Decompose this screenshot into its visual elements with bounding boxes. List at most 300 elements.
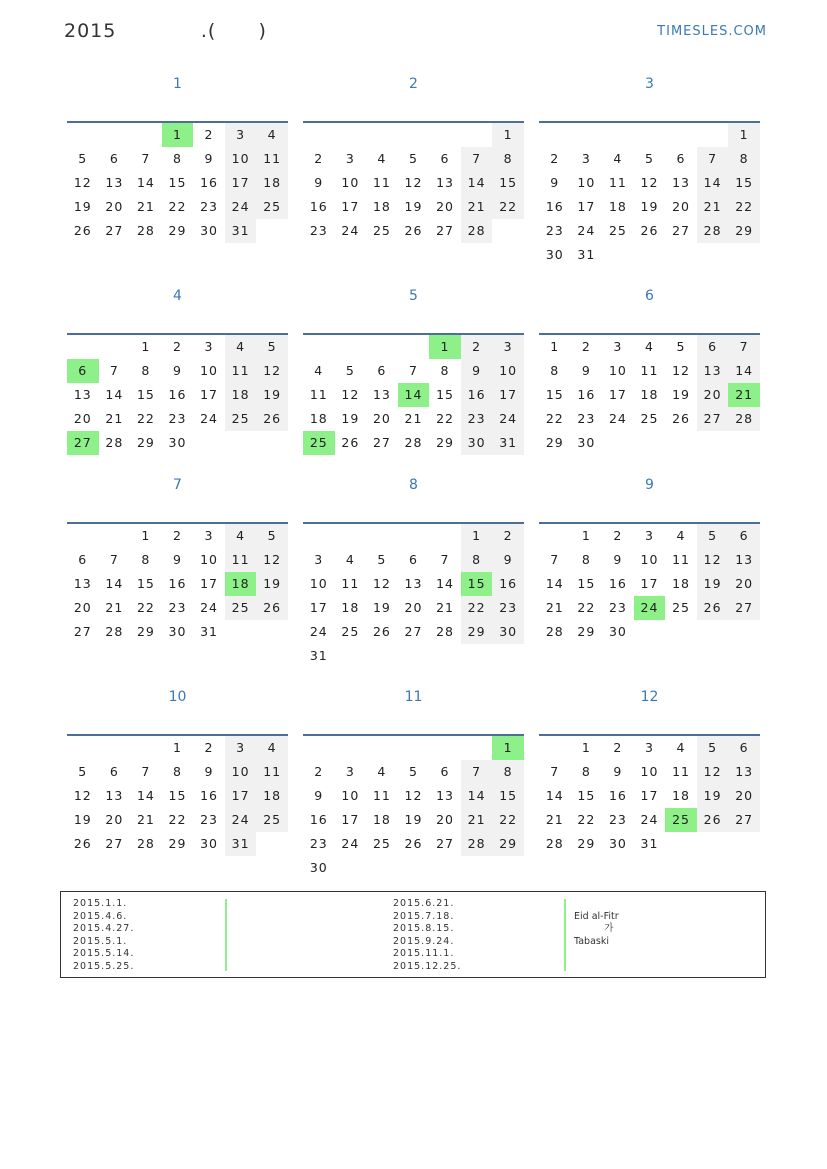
weekend-day-cell[interactable]: 10 [492, 359, 524, 383]
day-cell[interactable]: 24 [200, 600, 218, 615]
day-cell[interactable]: 19 [404, 812, 423, 827]
day-cell[interactable]: 19 [640, 199, 659, 214]
day-cell[interactable]: 14 [545, 788, 564, 803]
day-cell[interactable]: 8 [172, 764, 182, 779]
day-cell[interactable]: 15 [545, 387, 564, 402]
weekend-day-cell[interactable]: 18 [256, 784, 288, 808]
day-cell[interactable]: 11 [672, 764, 690, 779]
day-cell[interactable]: 16 [577, 387, 596, 402]
day-cell[interactable]: 10 [640, 764, 659, 779]
day-cell[interactable]: 15 [577, 788, 596, 803]
day-cell[interactable]: 29 [168, 223, 187, 238]
day-cell[interactable]: 28 [436, 624, 454, 639]
day-cell[interactable]: 16 [608, 576, 627, 591]
day-cell[interactable]: 21 [105, 600, 124, 615]
day-cell[interactable]: 16 [545, 199, 564, 214]
weekend-day-cell[interactable]: 5 [697, 736, 729, 760]
weekend-day-cell[interactable]: 12 [256, 548, 288, 572]
day-cell[interactable]: 9 [581, 363, 591, 378]
day-cell[interactable]: 10 [341, 175, 360, 190]
weekend-day-cell[interactable]: 26 [697, 596, 729, 620]
day-cell[interactable]: 27 [436, 836, 454, 851]
day-cell[interactable]: 20 [372, 411, 391, 426]
day-cell[interactable]: 13 [105, 788, 124, 803]
weekend-day-cell[interactable]: 26 [256, 596, 288, 620]
site-logo[interactable]: TIMESLES.COM [657, 24, 767, 39]
weekend-day-cell[interactable]: 3 [225, 123, 257, 147]
weekend-day-cell[interactable]: 3 [225, 736, 257, 760]
day-cell[interactable]: 7 [141, 151, 151, 166]
day-cell[interactable]: 3 [644, 740, 654, 755]
day-cell[interactable]: 24 [577, 223, 596, 238]
day-cell[interactable]: 7 [550, 552, 560, 567]
day-cell[interactable]: 20 [105, 812, 124, 827]
day-cell[interactable]: 13 [372, 387, 391, 402]
day-cell[interactable]: 24 [640, 812, 659, 827]
day-cell[interactable]: 28 [545, 624, 564, 639]
day-cell[interactable]: 14 [105, 576, 124, 591]
day-cell[interactable]: 5 [408, 151, 418, 166]
weekend-day-cell[interactable]: 8 [461, 548, 493, 572]
day-cell[interactable]: 23 [200, 199, 218, 214]
weekend-day-cell[interactable]: 28 [697, 219, 729, 243]
weekend-day-cell[interactable]: 1 [728, 123, 760, 147]
weekend-day-cell[interactable]: 29 [728, 219, 760, 243]
weekend-day-cell[interactable]: 12 [256, 359, 288, 383]
day-cell[interactable]: 17 [640, 788, 659, 803]
weekend-day-cell[interactable]: 30 [461, 431, 493, 455]
holiday-day-cell[interactable]: 15 [461, 572, 493, 596]
weekend-day-cell[interactable]: 17 [225, 784, 257, 808]
day-cell[interactable]: 18 [309, 411, 328, 426]
day-cell[interactable]: 27 [404, 624, 423, 639]
weekend-day-cell[interactable]: 24 [225, 195, 257, 219]
day-cell[interactable]: 13 [436, 175, 454, 190]
day-cell[interactable]: 30 [608, 836, 627, 851]
day-cell[interactable]: 5 [377, 552, 387, 567]
day-cell[interactable]: 8 [550, 363, 560, 378]
day-cell[interactable]: 16 [608, 788, 627, 803]
day-cell[interactable]: 6 [440, 151, 450, 166]
day-cell[interactable]: 5 [78, 764, 88, 779]
day-cell[interactable]: 16 [168, 576, 187, 591]
day-cell[interactable]: 23 [577, 411, 596, 426]
day-cell[interactable]: 18 [372, 199, 391, 214]
day-cell[interactable]: 23 [309, 836, 328, 851]
day-cell[interactable]: 10 [341, 788, 360, 803]
weekend-day-cell[interactable]: 12 [697, 760, 729, 784]
weekend-day-cell[interactable]: 23 [461, 407, 493, 431]
day-cell[interactable]: 2 [172, 339, 182, 354]
day-cell[interactable]: 28 [136, 223, 155, 238]
day-cell[interactable]: 28 [105, 435, 124, 450]
weekend-day-cell[interactable]: 26 [697, 808, 729, 832]
day-cell[interactable]: 4 [377, 151, 387, 166]
day-cell[interactable]: 6 [440, 764, 450, 779]
holiday-day-cell[interactable]: 6 [67, 359, 99, 383]
weekend-day-cell[interactable]: 19 [256, 383, 288, 407]
day-cell[interactable]: 22 [545, 411, 564, 426]
weekend-day-cell[interactable]: 28 [461, 832, 493, 856]
day-cell[interactable]: 13 [436, 788, 454, 803]
day-cell[interactable]: 19 [672, 387, 690, 402]
day-cell[interactable]: 19 [341, 411, 360, 426]
weekend-day-cell[interactable]: 28 [728, 407, 760, 431]
weekend-day-cell[interactable]: 13 [697, 359, 729, 383]
day-cell[interactable]: 5 [78, 151, 88, 166]
day-cell[interactable]: 31 [200, 624, 218, 639]
weekend-day-cell[interactable]: 18 [256, 171, 288, 195]
weekend-day-cell[interactable]: 11 [225, 548, 257, 572]
weekend-day-cell[interactable]: 8 [492, 147, 524, 171]
day-cell[interactable]: 10 [640, 552, 659, 567]
day-cell[interactable]: 20 [73, 600, 92, 615]
weekend-day-cell[interactable]: 27 [728, 808, 760, 832]
weekend-day-cell[interactable]: 23 [492, 596, 524, 620]
weekend-day-cell[interactable]: 4 [225, 335, 257, 359]
day-cell[interactable]: 8 [581, 552, 591, 567]
day-cell[interactable]: 31 [309, 648, 328, 663]
day-cell[interactable]: 10 [608, 363, 627, 378]
holiday-day-cell[interactable]: 21 [728, 383, 760, 407]
day-cell[interactable]: 10 [309, 576, 328, 591]
day-cell[interactable]: 23 [608, 812, 627, 827]
day-cell[interactable]: 17 [577, 199, 596, 214]
day-cell[interactable]: 1 [141, 528, 151, 543]
day-cell[interactable]: 4 [644, 339, 654, 354]
day-cell[interactable]: 9 [204, 764, 214, 779]
weekend-day-cell[interactable]: 25 [256, 808, 288, 832]
weekend-day-cell[interactable]: 22 [492, 808, 524, 832]
day-cell[interactable]: 7 [141, 764, 151, 779]
weekend-day-cell[interactable]: 27 [697, 407, 729, 431]
day-cell[interactable]: 28 [136, 836, 155, 851]
day-cell[interactable]: 2 [550, 151, 560, 166]
weekend-day-cell[interactable]: 12 [697, 548, 729, 572]
day-cell[interactable]: 3 [204, 528, 214, 543]
weekend-day-cell[interactable]: 4 [225, 524, 257, 548]
day-cell[interactable]: 24 [608, 411, 627, 426]
day-cell[interactable]: 20 [436, 812, 454, 827]
weekend-day-cell[interactable]: 10 [225, 760, 257, 784]
weekend-day-cell[interactable]: 3 [492, 335, 524, 359]
day-cell[interactable]: 21 [545, 812, 564, 827]
day-cell[interactable]: 20 [436, 199, 454, 214]
day-cell[interactable]: 14 [545, 576, 564, 591]
day-cell[interactable]: 7 [550, 764, 560, 779]
weekend-day-cell[interactable]: 26 [256, 407, 288, 431]
weekend-day-cell[interactable]: 17 [225, 171, 257, 195]
day-cell[interactable]: 25 [372, 223, 391, 238]
day-cell[interactable]: 2 [613, 528, 623, 543]
day-cell[interactable]: 5 [345, 363, 355, 378]
holiday-day-cell[interactable]: 25 [303, 431, 335, 455]
weekend-day-cell[interactable]: 7 [728, 335, 760, 359]
day-cell[interactable]: 16 [200, 175, 218, 190]
day-cell[interactable]: 20 [404, 600, 423, 615]
weekend-day-cell[interactable]: 27 [728, 596, 760, 620]
day-cell[interactable]: 25 [672, 600, 690, 615]
weekend-day-cell[interactable]: 4 [256, 123, 288, 147]
weekend-day-cell[interactable]: 17 [492, 383, 524, 407]
day-cell[interactable]: 14 [105, 387, 124, 402]
weekend-day-cell[interactable]: 10 [225, 147, 257, 171]
holiday-day-cell[interactable]: 24 [634, 596, 666, 620]
weekend-day-cell[interactable]: 31 [225, 219, 257, 243]
day-cell[interactable]: 12 [672, 363, 690, 378]
day-cell[interactable]: 27 [105, 223, 124, 238]
day-cell[interactable]: 26 [73, 836, 92, 851]
day-cell[interactable]: 6 [377, 363, 387, 378]
day-cell[interactable]: 16 [309, 812, 328, 827]
holiday-day-cell[interactable]: 1 [162, 123, 194, 147]
day-cell[interactable]: 11 [372, 175, 391, 190]
day-cell[interactable]: 3 [581, 151, 591, 166]
day-cell[interactable]: 18 [672, 576, 690, 591]
day-cell[interactable]: 11 [608, 175, 627, 190]
day-cell[interactable]: 14 [436, 576, 454, 591]
day-cell[interactable]: 11 [640, 363, 659, 378]
day-cell[interactable]: 21 [404, 411, 423, 426]
day-cell[interactable]: 9 [550, 175, 560, 190]
weekend-day-cell[interactable]: 18 [225, 383, 257, 407]
day-cell[interactable]: 24 [309, 624, 328, 639]
day-cell[interactable]: 15 [136, 576, 155, 591]
day-cell[interactable]: 11 [672, 552, 690, 567]
day-cell[interactable]: 24 [341, 836, 360, 851]
day-cell[interactable]: 7 [109, 552, 119, 567]
day-cell[interactable]: 31 [577, 247, 596, 262]
weekend-day-cell[interactable]: 20 [728, 784, 760, 808]
day-cell[interactable]: 29 [168, 836, 187, 851]
day-cell[interactable]: 17 [341, 199, 360, 214]
weekend-day-cell[interactable]: 14 [728, 359, 760, 383]
weekend-day-cell[interactable]: 22 [492, 195, 524, 219]
day-cell[interactable]: 26 [672, 411, 690, 426]
weekend-day-cell[interactable]: 11 [256, 147, 288, 171]
day-cell[interactable]: 20 [672, 199, 690, 214]
day-cell[interactable]: 9 [172, 552, 182, 567]
day-cell[interactable]: 22 [577, 812, 596, 827]
weekend-day-cell[interactable]: 19 [256, 572, 288, 596]
day-cell[interactable]: 2 [314, 151, 324, 166]
day-cell[interactable]: 19 [73, 199, 92, 214]
day-cell[interactable]: 6 [408, 552, 418, 567]
day-cell[interactable]: 17 [640, 576, 659, 591]
day-cell[interactable]: 7 [440, 552, 450, 567]
day-cell[interactable]: 28 [404, 435, 423, 450]
day-cell[interactable]: 27 [73, 624, 92, 639]
day-cell[interactable]: 12 [341, 387, 360, 402]
day-cell[interactable]: 19 [73, 812, 92, 827]
weekend-day-cell[interactable]: 7 [697, 147, 729, 171]
day-cell[interactable]: 23 [545, 223, 564, 238]
day-cell[interactable]: 2 [172, 528, 182, 543]
day-cell[interactable]: 2 [314, 764, 324, 779]
day-cell[interactable]: 5 [676, 339, 686, 354]
day-cell[interactable]: 3 [345, 151, 355, 166]
day-cell[interactable]: 9 [613, 552, 623, 567]
weekend-day-cell[interactable]: 28 [461, 219, 493, 243]
weekend-day-cell[interactable]: 8 [728, 147, 760, 171]
weekend-day-cell[interactable]: 31 [492, 431, 524, 455]
holiday-day-cell[interactable]: 14 [398, 383, 430, 407]
day-cell[interactable]: 15 [168, 175, 187, 190]
day-cell[interactable]: 9 [314, 788, 324, 803]
day-cell[interactable]: 10 [577, 175, 596, 190]
day-cell[interactable]: 13 [73, 576, 92, 591]
day-cell[interactable]: 29 [577, 836, 596, 851]
weekend-day-cell[interactable]: 8 [492, 760, 524, 784]
day-cell[interactable]: 27 [436, 223, 454, 238]
weekend-day-cell[interactable]: 16 [461, 383, 493, 407]
day-cell[interactable]: 16 [168, 387, 187, 402]
weekend-day-cell[interactable]: 29 [461, 620, 493, 644]
day-cell[interactable]: 30 [608, 624, 627, 639]
day-cell[interactable]: 27 [372, 435, 391, 450]
day-cell[interactable]: 9 [172, 363, 182, 378]
weekend-day-cell[interactable]: 9 [461, 359, 493, 383]
day-cell[interactable]: 29 [545, 435, 564, 450]
day-cell[interactable]: 15 [136, 387, 155, 402]
day-cell[interactable]: 12 [404, 788, 423, 803]
day-cell[interactable]: 23 [608, 600, 627, 615]
day-cell[interactable]: 4 [345, 552, 355, 567]
weekend-day-cell[interactable]: 1 [492, 123, 524, 147]
day-cell[interactable]: 20 [105, 199, 124, 214]
day-cell[interactable]: 6 [109, 151, 119, 166]
day-cell[interactable]: 13 [105, 175, 124, 190]
day-cell[interactable]: 29 [436, 435, 454, 450]
day-cell[interactable]: 26 [404, 223, 423, 238]
day-cell[interactable]: 6 [109, 764, 119, 779]
holiday-day-cell[interactable]: 18 [225, 572, 257, 596]
day-cell[interactable]: 30 [545, 247, 564, 262]
day-cell[interactable]: 25 [372, 836, 391, 851]
day-cell[interactable]: 4 [377, 764, 387, 779]
day-cell[interactable]: 27 [672, 223, 690, 238]
weekend-day-cell[interactable]: 22 [728, 195, 760, 219]
day-cell[interactable]: 18 [372, 812, 391, 827]
weekend-day-cell[interactable]: 21 [461, 808, 493, 832]
day-cell[interactable]: 20 [73, 411, 92, 426]
day-cell[interactable]: 26 [404, 836, 423, 851]
day-cell[interactable]: 2 [613, 740, 623, 755]
day-cell[interactable]: 4 [613, 151, 623, 166]
day-cell[interactable]: 15 [436, 387, 454, 402]
day-cell[interactable]: 30 [577, 435, 596, 450]
day-cell[interactable]: 12 [73, 175, 92, 190]
day-cell[interactable]: 22 [136, 411, 155, 426]
day-cell[interactable]: 1 [581, 528, 591, 543]
day-cell[interactable]: 30 [200, 223, 218, 238]
weekend-day-cell[interactable]: 15 [492, 784, 524, 808]
day-cell[interactable]: 1 [172, 740, 182, 755]
day-cell[interactable]: 26 [341, 435, 360, 450]
weekend-day-cell[interactable]: 5 [256, 524, 288, 548]
day-cell[interactable]: 8 [440, 363, 450, 378]
weekend-day-cell[interactable]: 7 [461, 147, 493, 171]
day-cell[interactable]: 30 [200, 836, 218, 851]
day-cell[interactable]: 21 [136, 812, 155, 827]
day-cell[interactable]: 9 [204, 151, 214, 166]
weekend-day-cell[interactable]: 6 [728, 524, 760, 548]
day-cell[interactable]: 21 [436, 600, 454, 615]
weekend-day-cell[interactable]: 24 [225, 808, 257, 832]
day-cell[interactable]: 16 [309, 199, 328, 214]
weekend-day-cell[interactable]: 13 [728, 548, 760, 572]
day-cell[interactable]: 23 [309, 223, 328, 238]
weekend-day-cell[interactable]: 11 [256, 760, 288, 784]
day-cell[interactable]: 22 [436, 411, 454, 426]
day-cell[interactable]: 25 [608, 223, 627, 238]
day-cell[interactable]: 30 [168, 435, 187, 450]
day-cell[interactable]: 22 [577, 600, 596, 615]
day-cell[interactable]: 3 [613, 339, 623, 354]
day-cell[interactable]: 11 [372, 788, 391, 803]
day-cell[interactable]: 10 [200, 363, 218, 378]
weekend-day-cell[interactable]: 21 [461, 195, 493, 219]
day-cell[interactable]: 22 [168, 199, 187, 214]
day-cell[interactable]: 18 [608, 199, 627, 214]
weekend-day-cell[interactable]: 24 [492, 407, 524, 431]
day-cell[interactable]: 24 [341, 223, 360, 238]
day-cell[interactable]: 2 [581, 339, 591, 354]
weekend-day-cell[interactable]: 11 [225, 359, 257, 383]
day-cell[interactable]: 23 [200, 812, 218, 827]
day-cell[interactable]: 7 [109, 363, 119, 378]
day-cell[interactable]: 17 [200, 576, 218, 591]
weekend-day-cell[interactable]: 30 [492, 620, 524, 644]
weekend-day-cell[interactable]: 9 [492, 548, 524, 572]
day-cell[interactable]: 6 [78, 552, 88, 567]
weekend-day-cell[interactable]: 31 [225, 832, 257, 856]
day-cell[interactable]: 10 [200, 552, 218, 567]
day-cell[interactable]: 29 [136, 435, 155, 450]
day-cell[interactable]: 1 [550, 339, 560, 354]
day-cell[interactable]: 29 [136, 624, 155, 639]
day-cell[interactable]: 21 [136, 199, 155, 214]
day-cell[interactable]: 9 [314, 175, 324, 190]
weekend-day-cell[interactable]: 4 [256, 736, 288, 760]
day-cell[interactable]: 26 [372, 624, 391, 639]
weekend-day-cell[interactable]: 5 [256, 335, 288, 359]
day-cell[interactable]: 12 [372, 576, 391, 591]
holiday-day-cell[interactable]: 25 [665, 808, 697, 832]
day-cell[interactable]: 3 [204, 339, 214, 354]
day-cell[interactable]: 14 [136, 175, 155, 190]
day-cell[interactable]: 23 [168, 411, 187, 426]
weekend-day-cell[interactable]: 21 [697, 195, 729, 219]
day-cell[interactable]: 3 [314, 552, 324, 567]
day-cell[interactable]: 5 [644, 151, 654, 166]
day-cell[interactable]: 15 [577, 576, 596, 591]
weekend-day-cell[interactable]: 25 [225, 407, 257, 431]
weekend-day-cell[interactable]: 20 [697, 383, 729, 407]
day-cell[interactable]: 13 [672, 175, 690, 190]
day-cell[interactable]: 5 [408, 764, 418, 779]
day-cell[interactable]: 30 [309, 860, 328, 875]
day-cell[interactable]: 19 [372, 600, 391, 615]
weekend-day-cell[interactable]: 15 [728, 171, 760, 195]
weekend-day-cell[interactable]: 25 [256, 195, 288, 219]
weekend-day-cell[interactable]: 14 [697, 171, 729, 195]
day-cell[interactable]: 8 [172, 151, 182, 166]
weekend-day-cell[interactable]: 15 [492, 171, 524, 195]
day-cell[interactable]: 22 [136, 600, 155, 615]
day-cell[interactable]: 11 [341, 576, 360, 591]
holiday-day-cell[interactable]: 27 [67, 431, 99, 455]
